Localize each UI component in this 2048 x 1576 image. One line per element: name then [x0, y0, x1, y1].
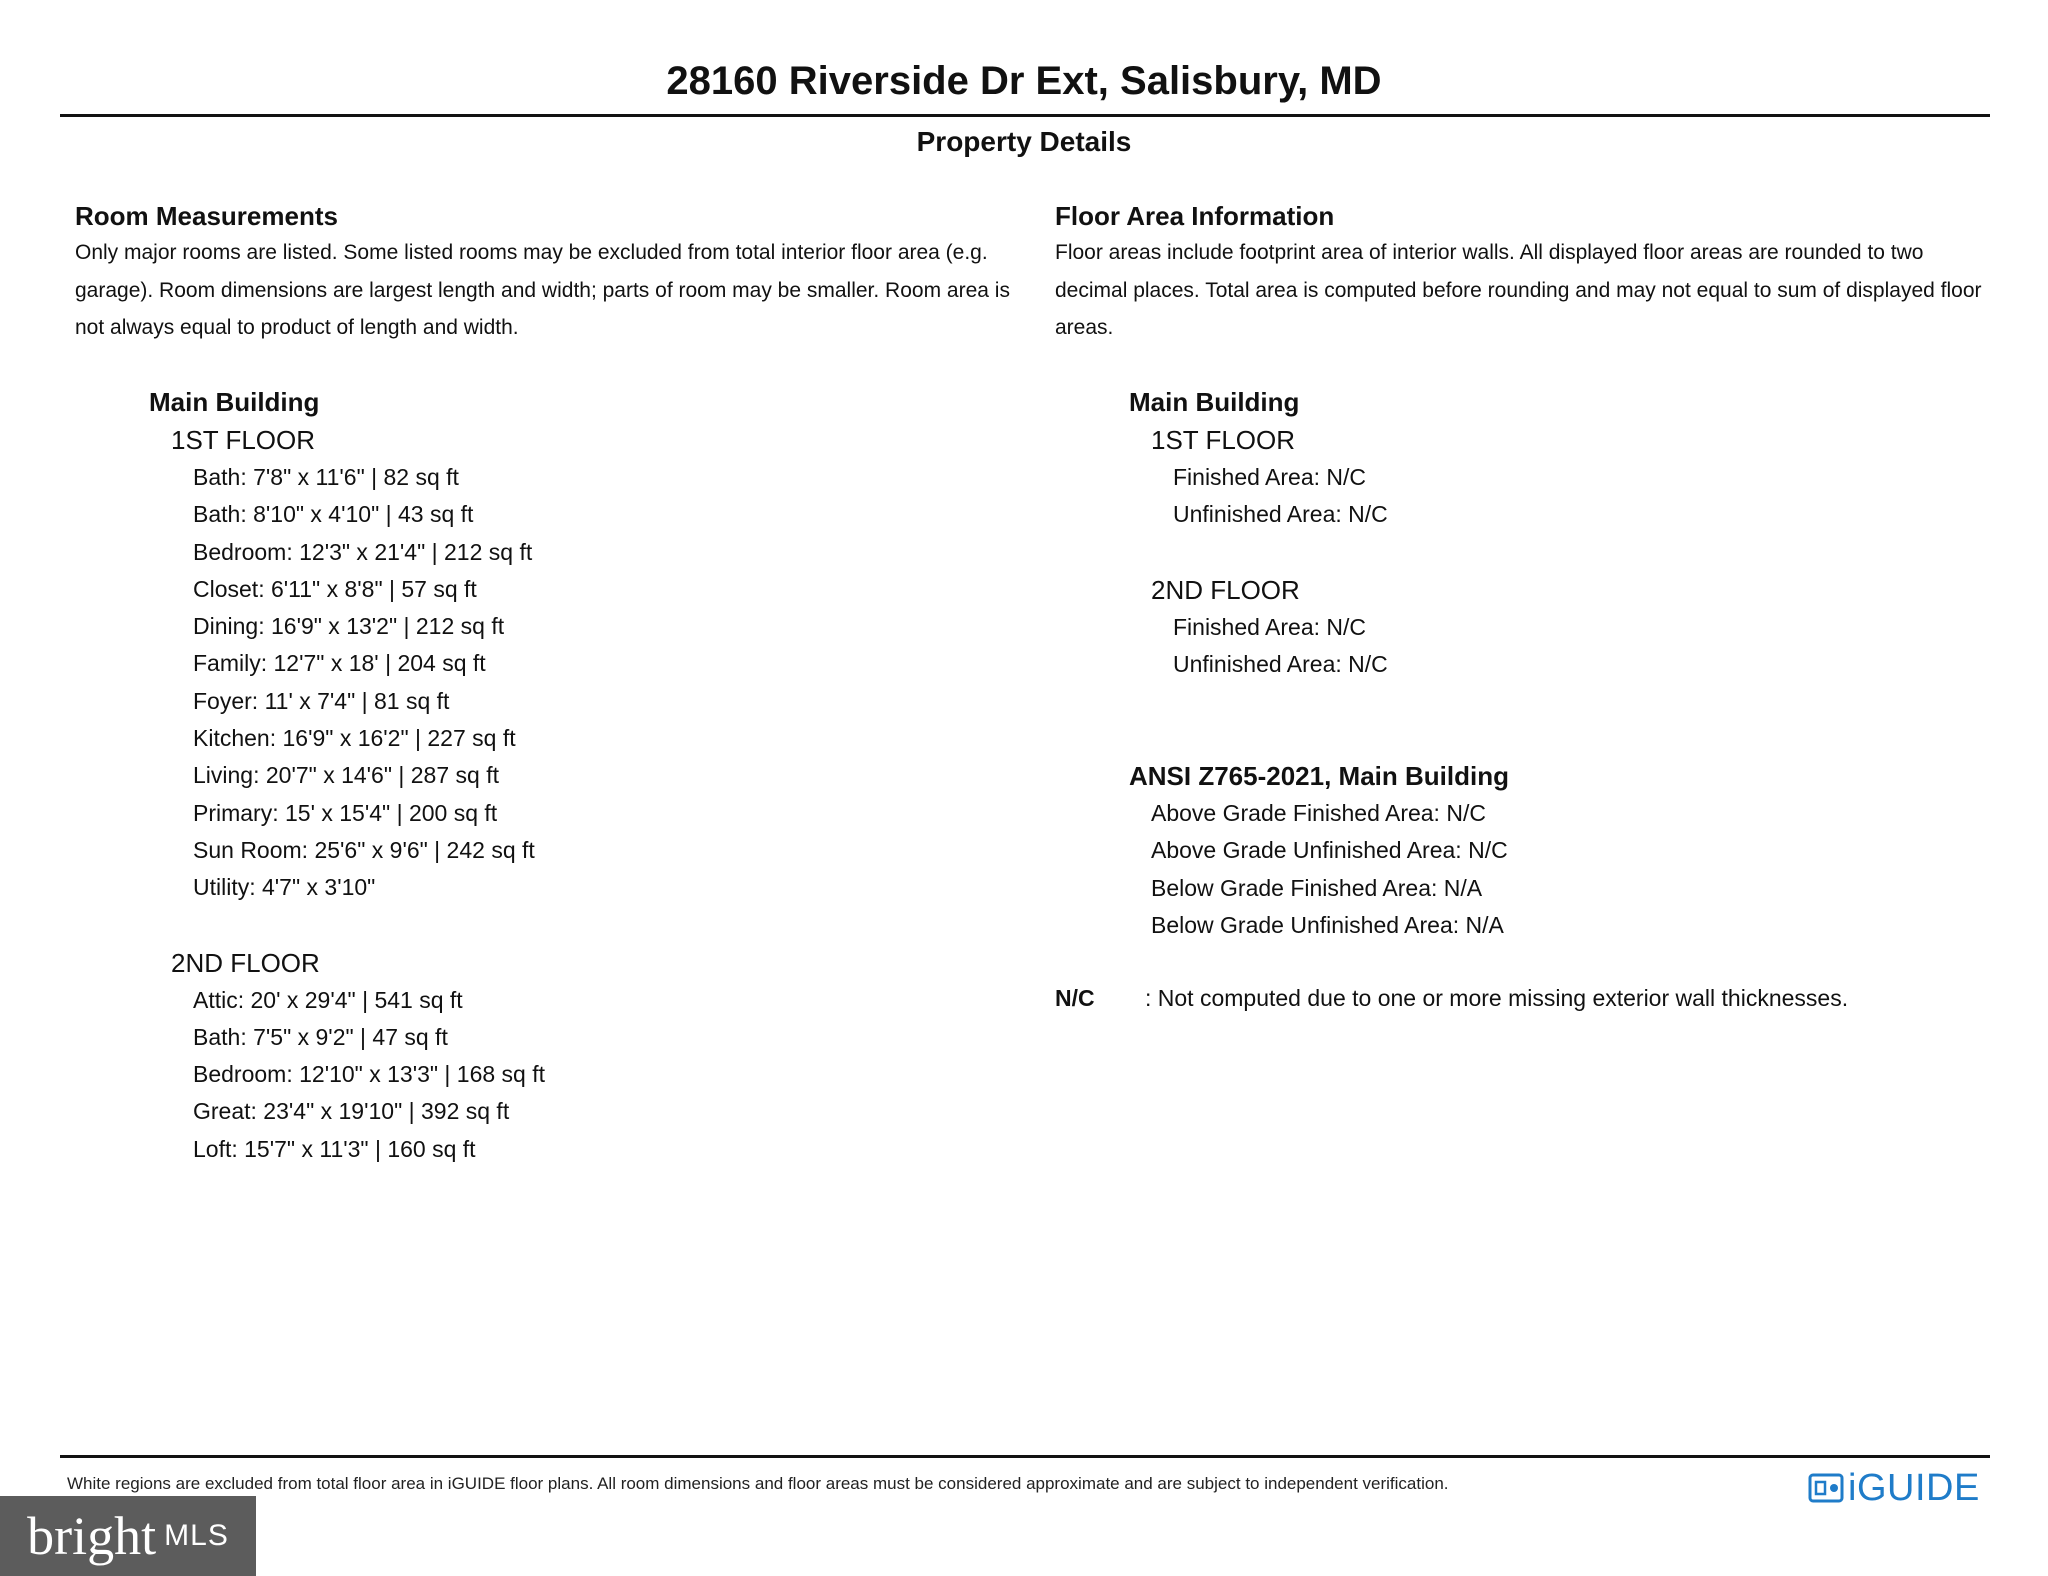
room-item: Great: 23'4" x 19'10" | 392 sq ft [193, 1098, 510, 1125]
unfinished-area: Unfinished Area: N/C [1173, 650, 1388, 677]
room-item: Bath: 7'8" x 11'6" | 82 sq ft [193, 464, 459, 490]
floor-area-tree [1129, 383, 1509, 944]
room-item: Attic: 20' x 29'4" | 541 sq ft [193, 986, 463, 1013]
building-label: Main Building [149, 387, 320, 417]
room-item: Closet: 6'11" x 8'8" | 57 sq ft [193, 575, 477, 602]
floor-area-heading: Floor Area Information [1055, 201, 1335, 231]
room-item: Loft: 15'7" x 11'3" | 160 sq ft [193, 1135, 476, 1162]
ansi-item: Above Grade Finished Area: N/C [1151, 800, 1486, 827]
room-item: Sun Room: 25'6" x 9'6" | 242 sq ft [193, 836, 535, 863]
header-divider [60, 114, 1990, 117]
room-measurements-tree [149, 383, 545, 1168]
iguide-wordmark: iGUIDE [1848, 1467, 1980, 1509]
iguide-logo [1808, 1466, 1980, 1510]
floor-label-1st: 1ST FLOOR [1151, 425, 1296, 455]
floor-area-description: Floor areas include footprint area of interior walls. All displayed floor areas are rounded to two decimal places. Total area is computed before rounding and may not equal to sum of displayed floor areas. [1055, 241, 1982, 339]
bright-mls-watermark [0, 1496, 256, 1576]
ansi-item: Below Grade Finished Area: N/A [1151, 874, 1483, 901]
ansi-item: Below Grade Unfinished Area: N/A [1151, 912, 1504, 939]
nc-footnote [1055, 980, 1955, 1017]
spacer [1129, 534, 1509, 571]
spacer [1129, 683, 1509, 757]
bright-wordmark: bright [27, 1506, 157, 1566]
ansi-item: Above Grade Unfinished Area: N/C [1151, 837, 1508, 864]
unfinished-area: Unfinished Area: N/C [1173, 501, 1388, 528]
room-item: Bath: 7'5" x 9'2" | 47 sq ft [193, 1023, 448, 1050]
room-item: Primary: 15' x 15'4" | 200 sq ft [193, 799, 498, 826]
room-item: Dining: 16'9" x 13'2" | 212 sq ft [193, 613, 505, 640]
finished-area: Finished Area: N/C [1173, 464, 1367, 490]
room-item: Bath: 8'10" x 4'10" | 43 sq ft [193, 501, 474, 528]
spacer [149, 907, 545, 944]
room-item: Bedroom: 12'10" x 13'3" | 168 sq ft [193, 1061, 546, 1088]
page-title: 28160 Riverside Dr Ext, Salisbury, MD [666, 59, 1382, 103]
nc-text: : Not computed due to one or more missing exterior wall thicknesses. [1145, 985, 1849, 1011]
room-item: Living: 20'7" x 14'6" | 287 sq ft [193, 762, 499, 789]
page-subtitle: Property Details [916, 126, 1132, 157]
footer-divider [60, 1455, 1990, 1458]
room-item: Bedroom: 12'3" x 21'4" | 212 sq ft [193, 538, 533, 565]
room-item: Kitchen: 16'9" x 16'2" | 227 sq ft [193, 725, 516, 752]
building-label: Main Building [1129, 387, 1300, 417]
finished-area: Finished Area: N/C [1173, 613, 1367, 640]
footer-disclaimer: White regions are excluded from total floor area in iGUIDE floor plans. All room dimensions and floor areas must be considered approximate and are subject to independent verification. [67, 1474, 1449, 1493]
floor-area-section [1055, 198, 1995, 347]
mls-wordmark: MLS [164, 1519, 229, 1552]
iguide-camera-icon [1808, 1471, 1844, 1505]
room-measurements-section [75, 198, 1015, 347]
room-measurements-heading: Room Measurements [75, 201, 338, 231]
room-measurements-description: Only major rooms are listed. Some listed rooms may be excluded from total interior floor area (e.g. garage). Room dimensions are largest length and width; parts of room may be smaller. Room area is not always equal to product of length and width. [75, 241, 1010, 339]
floor-label-2nd: 2ND FLOOR [171, 947, 320, 978]
room-item: Family: 12'7" x 18' | 204 sq ft [193, 650, 486, 677]
room-item: Utility: 4'7" x 3'10" [193, 874, 376, 901]
nc-key: N/C [1055, 985, 1095, 1011]
floor-label-1st: 1ST FLOOR [171, 425, 316, 455]
room-item: Foyer: 11' x 7'4" | 81 sq ft [193, 687, 450, 714]
floor-label-2nd: 2ND FLOOR [1151, 574, 1300, 605]
ansi-heading: ANSI Z765-2021, Main Building [1129, 761, 1509, 792]
